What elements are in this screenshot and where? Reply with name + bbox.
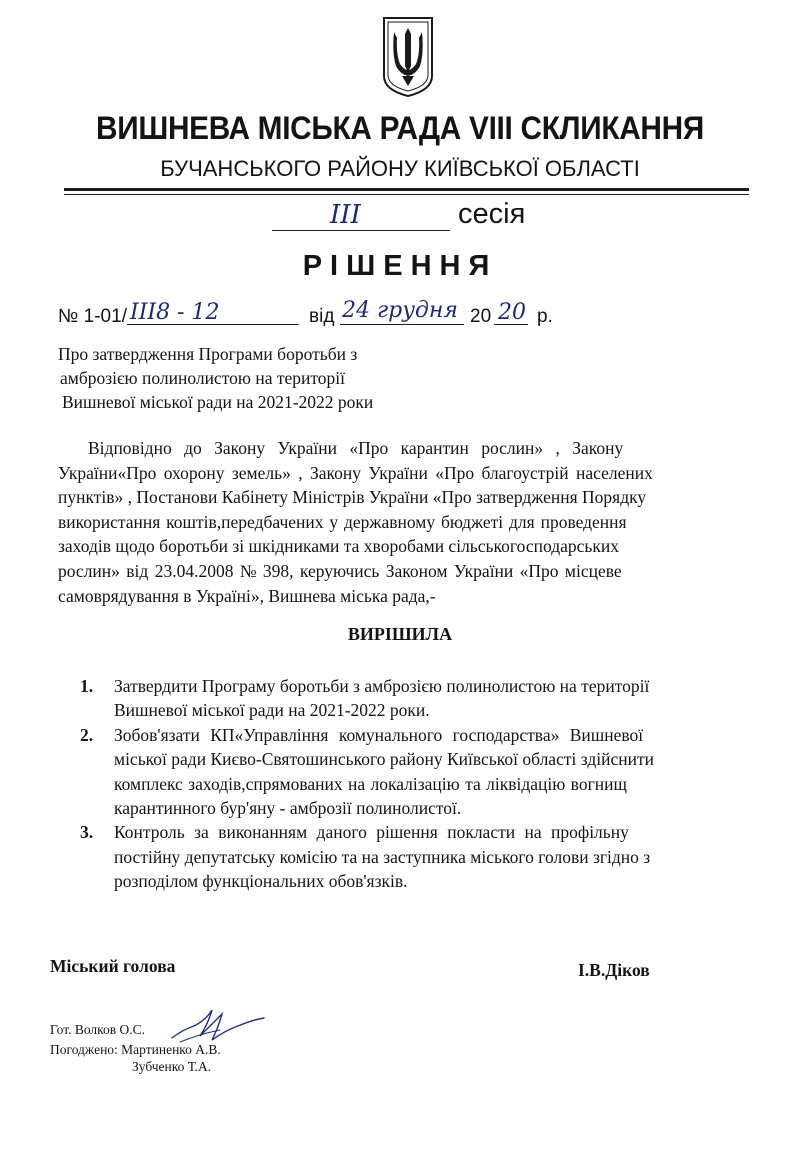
session-number-blank [272, 230, 450, 231]
decision-items-list [72, 674, 762, 894]
council-subtitle: БУЧАНСЬКОГО РАЙОНУ КИЇВСЬКОЇ ОБЛАСТІ [160, 156, 640, 181]
preamble-line: пунктів» , Постанови Кабінету Міністрів України «Про затвердження Порядку [58, 487, 647, 508]
agreed-by-second: Зубченко Т.А. [132, 1059, 212, 1074]
session-label: сесія [458, 198, 526, 230]
prepared-by: Гот. Волков О.С. [50, 1022, 146, 1037]
decision-item-line: карантинного бур'яну - амброзії полинолистої. [114, 798, 462, 819]
decision-item-number: 3. [80, 822, 94, 843]
decision-item-line: Вишневої міської ради на 2021-2022 роки. [114, 700, 430, 721]
decision-date-blank [340, 324, 464, 325]
session-number: III [330, 200, 361, 230]
decision-item-line: Контроль за виконанням даного рішення покласти на профільну [114, 822, 629, 843]
decision-title: РІШЕННЯ [302, 250, 498, 282]
decision-item-number: 1. [80, 676, 94, 696]
preamble-line: України«Про охорону земель» , Закону України «Про благоустрій населених [58, 462, 653, 483]
decision-date-value: 24 грудня [342, 298, 458, 323]
decision-year-prefix: 20 [470, 306, 492, 327]
preamble-line: самоврядування в Україні», Вишнева міська рада,- [58, 585, 436, 606]
subject-line: Вишневої міської ради на 2021-2022 роки [62, 392, 374, 412]
decision-from-label: від [309, 306, 335, 327]
header-divider-thin [64, 194, 749, 195]
resolved-heading: ВИРІШИЛА [347, 624, 453, 644]
preamble-line: заходів щодо боротьби зі шкідниками та хворобами сільськогосподарських [58, 536, 619, 557]
decision-item-line: Зобов'язати КП«Управління комунального господарства» Вишневої [114, 724, 644, 745]
agreed-by: Погоджено: Мартиненко А.В. [50, 1042, 221, 1057]
decision-item-line: Затвердити Програму боротьби з амброзією полинолистою на території [114, 676, 650, 696]
council-title: ВИШНЕВА МІСЬКА РАДА VIII СКЛИКАННЯ [96, 110, 704, 146]
mayor-title: Міський голова [50, 956, 176, 976]
decision-item-line: розподілом функціональних обов'язків. [114, 871, 408, 892]
decision-item-number: 2. [80, 724, 94, 745]
decision-item-line: постійну депутатську комісію та на заступника міського голови згідно з [114, 846, 651, 867]
subject-line: амброзією полинолистою на території [60, 368, 346, 388]
mayor-name: І.В.Діков [578, 960, 650, 980]
decision-year-suffix: р. [537, 306, 553, 327]
decision-year-value: 20 [498, 300, 526, 325]
decision-item [72, 723, 762, 821]
decision-number-prefix: № 1-01/ [58, 306, 127, 327]
decision-item-line: міської ради Києво-Святошинського району Київської області здійснити [114, 749, 654, 770]
decision-number-value: III8 - 12 [130, 300, 220, 325]
header-divider-thick [64, 188, 749, 191]
preamble-line: рослин» від 23.04.2008 № 398, керуючись Законом України «Про місцеве [58, 560, 622, 581]
decision-item [72, 820, 762, 893]
handwritten-signature-icon [160, 1000, 270, 1050]
preamble [58, 436, 758, 608]
preamble-line: використання коштів,передбачених у державному бюджеті для проведення [58, 511, 627, 532]
decision-item [72, 674, 762, 723]
decision-subject [58, 342, 478, 414]
decision-item-line: комплекс заходів,спрямованих на локалізацію та ліквідацію вогнищ [114, 773, 627, 794]
preamble-line: Відповідно до Закону України «Про карантин рослин» , Закону [88, 438, 624, 458]
trident-coat-of-arms-icon [380, 14, 436, 98]
subject-line: Про затвердження Програми боротьби з [58, 344, 358, 364]
